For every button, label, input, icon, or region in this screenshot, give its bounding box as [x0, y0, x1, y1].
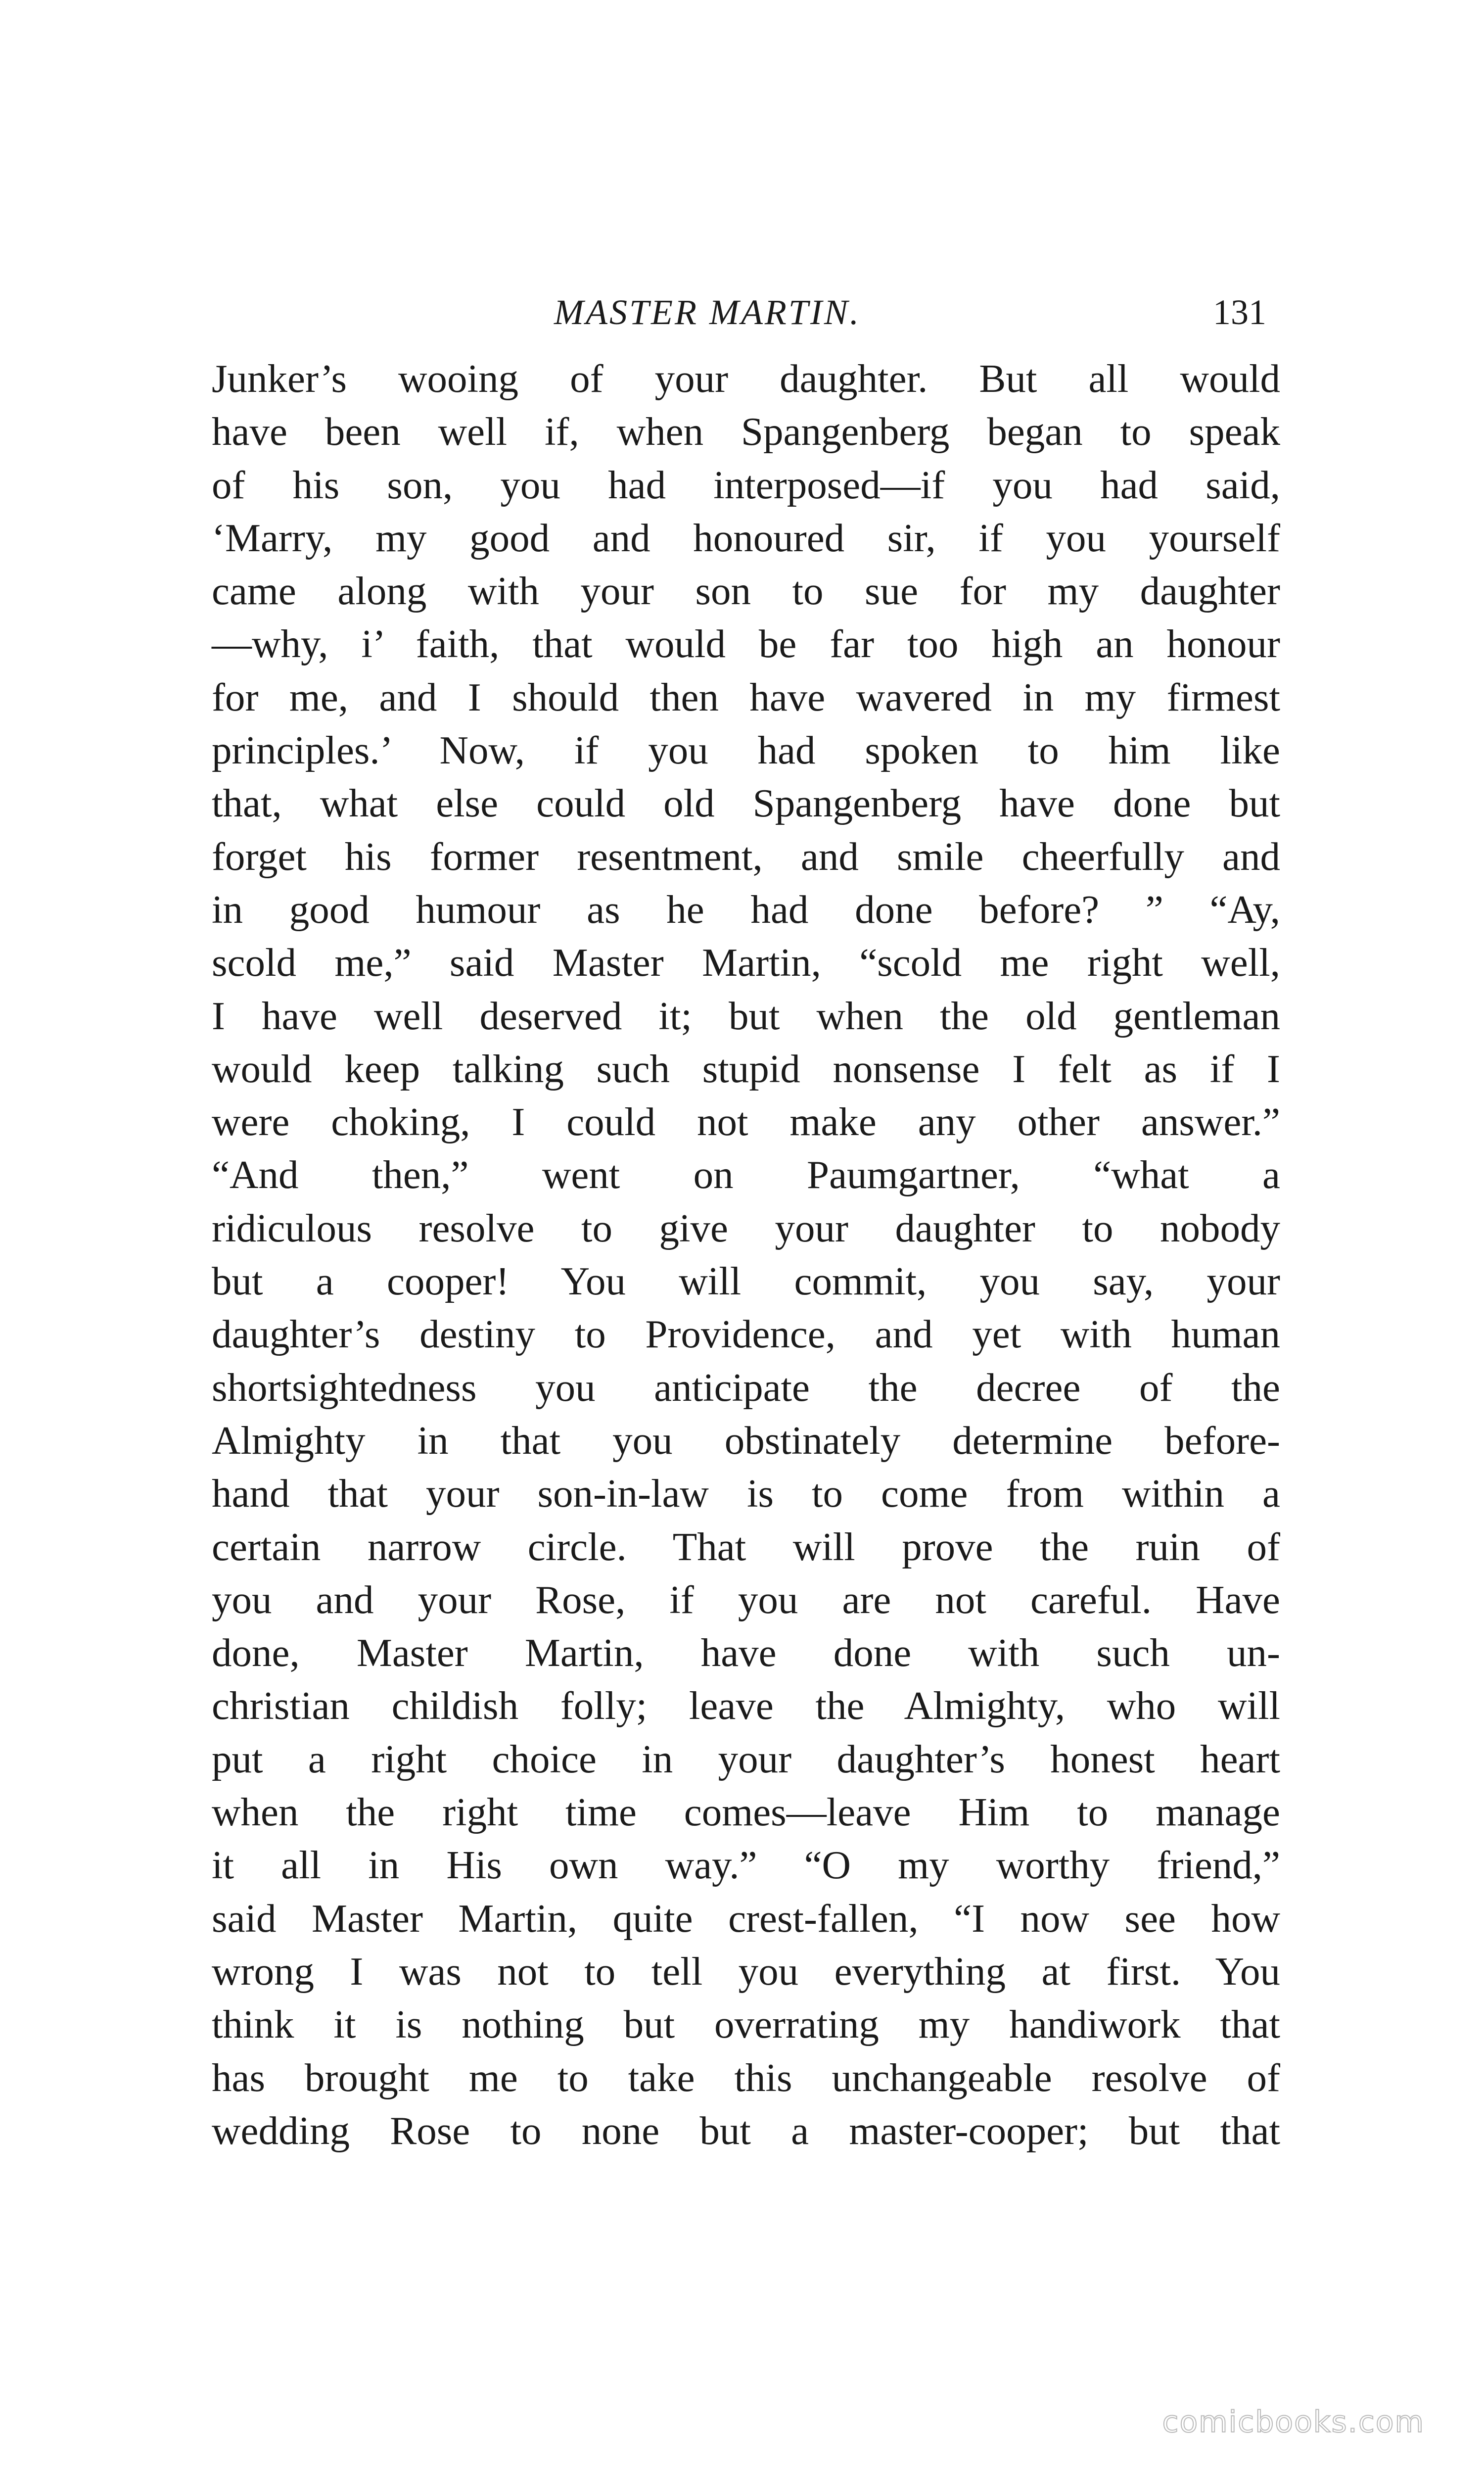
watermark: comicbooks.com [1162, 2405, 1425, 2439]
text-line: wrong I was not to tell you everything at first. You [212, 1949, 1280, 1994]
text-line: it all in His own way.” “O my worthy friend,” [212, 1843, 1280, 1888]
text-line: christian childish folly; leave the Almighty, who will [212, 1683, 1280, 1728]
text-line: certain narrow circle. That will prove the ruin of [212, 1524, 1280, 1569]
text-line: ridiculous resolve to give your daughter to nobody [212, 1205, 1280, 1250]
text-line: shortsightedness you anticipate the decree of the [212, 1365, 1280, 1410]
text-line: Almighty in that you obstinately determine before- [212, 1418, 1280, 1463]
text-line: done, Master Martin, have done with such un- [212, 1630, 1280, 1675]
text-line: of his son, you had interposed—if you had said, [212, 462, 1280, 507]
text-line: you and your Rose, if you are not careful. Have [212, 1577, 1280, 1622]
text-line: put a right choice in your daughter’s honest heart [212, 1736, 1280, 1781]
text-line: were choking, I could not make any other answer.” [212, 1099, 1280, 1144]
text-line: hand that your son-in-law is to come from within a [212, 1471, 1280, 1516]
text-line: wedding Rose to none but a master-cooper; but that [212, 2108, 1280, 2153]
text-line: ‘Marry, my good and honoured sir, if you yourself [212, 515, 1280, 560]
text-line: when the right time comes—leave Him to manage [212, 1790, 1280, 1835]
text-line: that, what else could old Spangenberg have done but [212, 781, 1280, 826]
text-line: said Master Martin, quite crest-fallen, “I now see how [212, 1896, 1280, 1941]
text-line: would keep talking such stupid nonsense I felt as if I [212, 1046, 1280, 1091]
text-line: —why, i’ faith, that would be far too high an honour [212, 621, 1280, 666]
text-line: daughter’s destiny to Providence, and yet with human [212, 1312, 1280, 1357]
text-line: in good humour as he had done before? ” “Ay, [212, 887, 1280, 932]
text-line: have been well if, when Spangenberg began to speak [212, 409, 1280, 454]
text-line: principles.’ Now, if you had spoken to him like [212, 728, 1280, 773]
text-line: I have well deserved it; but when the old gentleman [212, 993, 1280, 1038]
text-line: “And then,” went on Paumgartner, “what a [212, 1152, 1280, 1197]
text-line: has brought me to take this unchangeable resolve of [212, 2055, 1280, 2100]
text-line: Junker’s wooing of your daughter. But all would [212, 356, 1280, 401]
running-head: MASTER MARTIN. [554, 292, 861, 332]
text-line: but a cooper! You will commit, you say, your [212, 1259, 1280, 1304]
text-line: for me, and I should then have wavered in my firmest [212, 674, 1280, 719]
text-line: came along with your son to sue for my daughter [212, 569, 1280, 614]
text-line: forget his former resentment, and smile cheerfully and [212, 834, 1280, 879]
page-number: 131 [1213, 292, 1266, 332]
text-line: scold me,” said Master Martin, “scold me right well, [212, 940, 1280, 985]
text-line: think it is nothing but overrating my handiwork that [212, 2002, 1280, 2047]
body-text [212, 352, 1280, 2157]
